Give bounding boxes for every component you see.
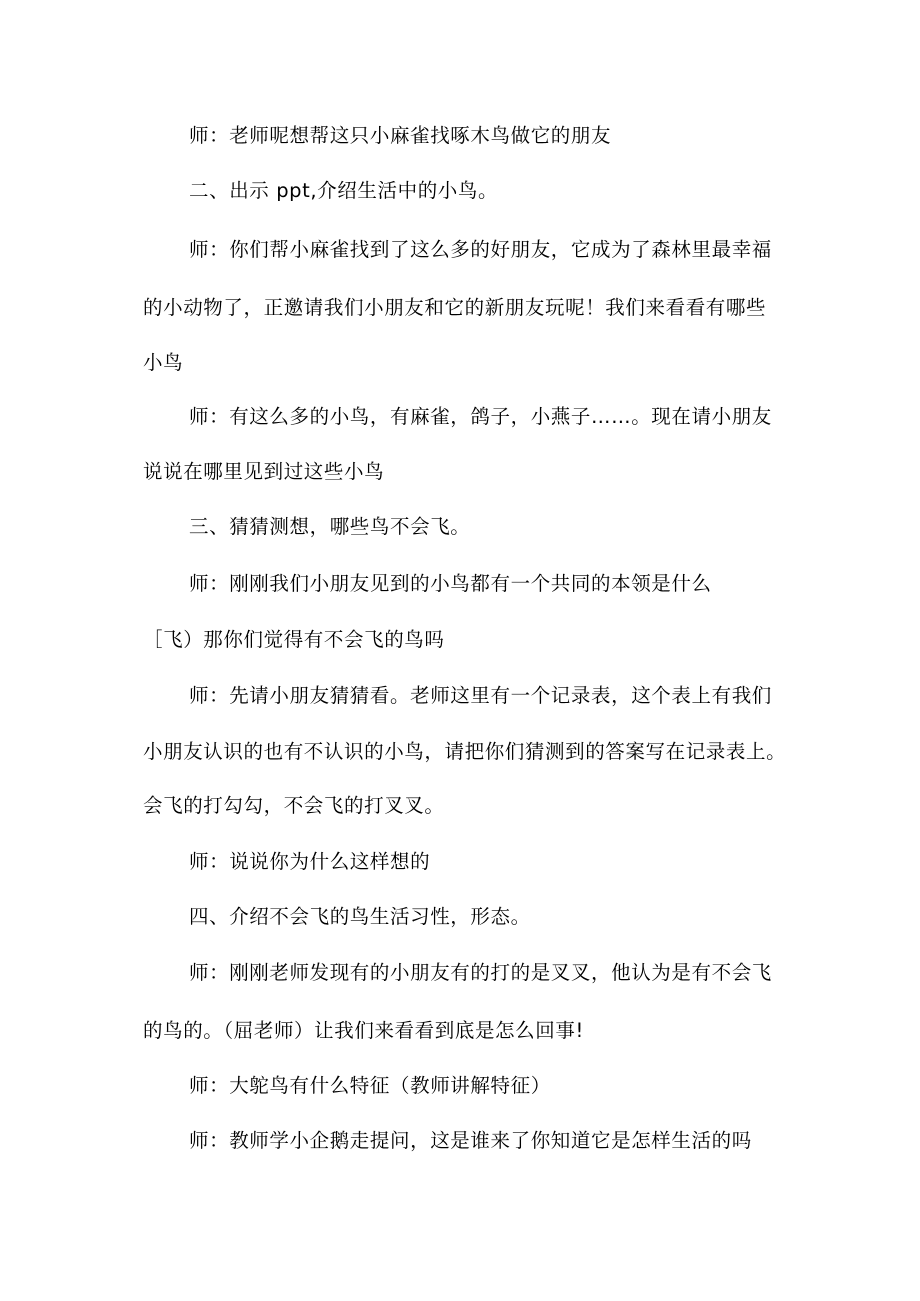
section-heading: 二、出示 ppt,介绍生活中的小鸟。 <box>189 179 499 202</box>
text-line: 师：说说你为什么这样想的 <box>189 850 431 873</box>
text-line: 会飞的打勾勾，不会飞的打叉叉。 <box>143 794 445 817</box>
text-line: ［飞）那你们觉得有不会飞的鸟吗 <box>143 628 445 651</box>
text-line: 师：你们帮小麻雀找到了这么多的好朋友，它成为了森林里最幸福 <box>189 238 772 261</box>
text-line: 师：刚刚我们小朋友见到的小鸟都有一个共同的本领是什么 <box>189 572 712 595</box>
text-line: 小鸟 <box>143 351 184 374</box>
text-line: 师：有这么多的小鸟，有麻雀，鸽子，小燕子……。现在请小朋友 <box>189 405 772 428</box>
section-heading: 三、猜猜测想，哪些鸟不会飞。 <box>189 515 471 538</box>
text-line: 师：先请小朋友猜猜看。老师这里有一个记录表，这个表上有我们 <box>189 684 772 707</box>
text-line: 师：教师学小企鹅走提问，这是谁来了你知道它是怎样生活的吗 <box>189 1129 752 1152</box>
text-line: 小朋友认识的也有不认识的小鸟，请把你们猜测到的答案写在记录表上。 <box>143 740 787 763</box>
text-line: 的鸟的。（屈老师）让我们来看看到底是怎么回事! <box>143 1019 584 1042</box>
text-line: 师：老师呢想帮这只小麻雀找啄木鸟做它的朋友 <box>189 124 612 147</box>
text-line: 师：大鸵鸟有什么特征（教师讲解特征） <box>189 1074 551 1097</box>
text-line: 说说在哪里见到过这些小鸟 <box>143 460 385 483</box>
text-line: 的小动物了，正邀请我们小朋友和它的新朋友玩呢！我们来看看有哪些 <box>143 296 767 319</box>
text-line: 师：刚刚老师发现有的小朋友有的打的是叉叉，他认为是有不会飞 <box>189 961 772 984</box>
section-heading: 四、介绍不会飞的鸟生活习性，形态。 <box>189 905 531 928</box>
